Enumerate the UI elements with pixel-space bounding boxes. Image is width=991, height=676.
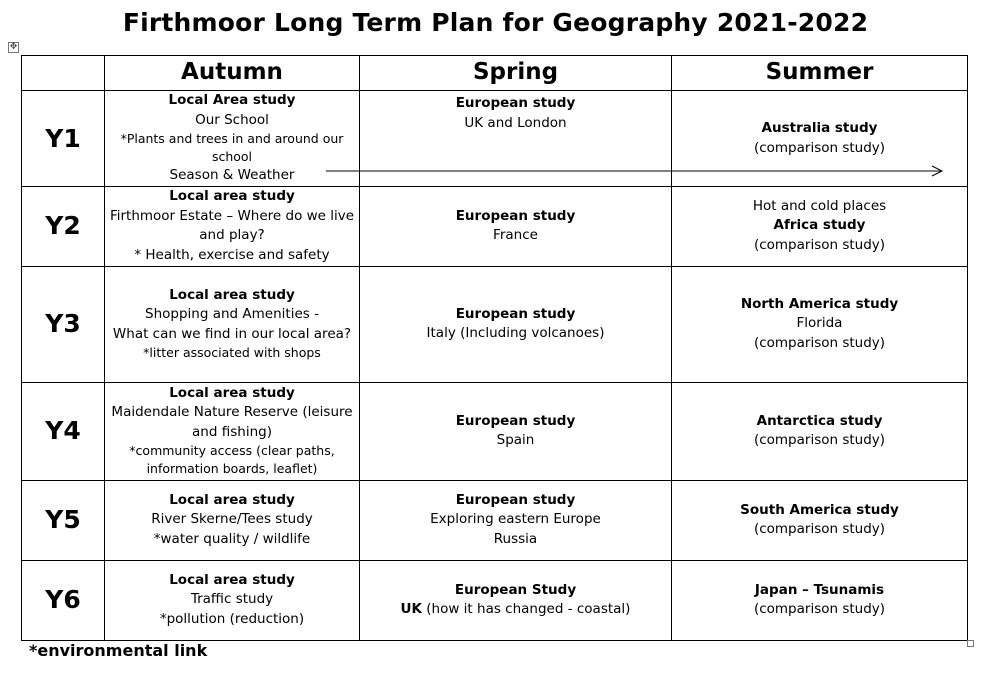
table-move-handle-icon[interactable]: ✥ (9, 42, 18, 52)
cell-heading: European study (455, 305, 576, 322)
cell-heading: Local area study (169, 491, 295, 508)
cell-line: Florida (796, 315, 843, 332)
cell-line: France (493, 227, 538, 243)
header-summer: Summer (672, 56, 968, 91)
spring-cell (360, 266, 672, 382)
cell-heading: Antarctica study (756, 412, 883, 429)
cell-line: Russia (493, 530, 538, 547)
cell-heading: Africa study (773, 217, 866, 234)
header-spring: Spring (360, 56, 672, 91)
cell-line: (comparison study) (753, 139, 886, 156)
cell-line: *pollution (reduction) (159, 610, 305, 627)
cell-line: (comparison study) (753, 432, 886, 448)
cell-heading: European Study (454, 581, 577, 598)
year-cell: Y1 (22, 91, 105, 187)
spring-cell (360, 480, 672, 560)
cell-line: *community access (clear paths, information boards, leaflet) (129, 443, 335, 477)
cell-line: (comparison study) (753, 236, 886, 253)
cell-line: (comparison study) (753, 334, 886, 351)
table-row (22, 560, 968, 640)
cell-heading: European study (455, 207, 576, 224)
cell-heading: North America study (740, 295, 899, 312)
cell-line: Spain (496, 432, 535, 448)
arrow-right-icon (326, 164, 946, 178)
year-cell: Y3 (22, 266, 105, 382)
cell-heading: Local area study (169, 384, 295, 401)
header-row (22, 56, 968, 91)
cell-line: *Plants and trees in and around our school (120, 131, 344, 164)
cell-heading: European study (455, 491, 576, 508)
summer-cell (672, 266, 968, 382)
uk-bold-label: UK (400, 601, 422, 617)
cell-heading: Local Area study (168, 92, 296, 108)
cell-heading: Australia study (761, 120, 878, 136)
autumn-cell (105, 91, 360, 187)
cell-heading: Local area study (169, 188, 295, 204)
table-resize-handle-icon[interactable] (967, 640, 974, 647)
summer-cell (672, 186, 968, 266)
spring-cell (360, 186, 672, 266)
cell-line: Season & Weather (169, 167, 295, 183)
cell-heading: Local area study (169, 571, 295, 588)
table-row (22, 480, 968, 560)
cell-heading: Local area study (169, 286, 295, 303)
summer-cell (672, 560, 968, 640)
year-cell: Y5 (22, 480, 105, 560)
cell-line: Traffic study (190, 591, 274, 608)
cell-line (364, 600, 667, 620)
uk-description: (how it has changed - coastal) (421, 601, 631, 617)
autumn-cell (105, 382, 360, 480)
cell-heading: European study (455, 412, 576, 429)
summer-cell (672, 480, 968, 560)
cell-line: * Health, exercise and safety (134, 246, 330, 263)
cell-heading: South America study (740, 501, 899, 518)
cell-line: What can we find in our local area? (112, 325, 352, 342)
cell-line: Italy (Including volcanoes) (426, 325, 605, 341)
cell-line: (comparison study) (753, 601, 886, 617)
cell-heading: European study (455, 95, 576, 111)
cell-line: River Skerne/Tees study (151, 511, 313, 528)
table-row (22, 186, 968, 266)
year-cell: Y4 (22, 382, 105, 480)
autumn-cell (105, 560, 360, 640)
header-autumn: Autumn (105, 56, 360, 91)
cell-line: Shopping and Amenities - (145, 306, 319, 323)
autumn-cell (105, 186, 360, 266)
cell-line: Maidendale Nature Reserve (leisure and fishing) (111, 404, 353, 440)
year-cell: Y2 (22, 186, 105, 266)
autumn-cell (105, 480, 360, 560)
autumn-cell (105, 266, 360, 382)
cell-line: *litter associated with shops (143, 345, 321, 361)
cell-heading: Japan – Tsunamis (754, 581, 885, 598)
cell-line: (comparison study) (753, 521, 886, 537)
footnote: *environmental link (29, 641, 208, 660)
cell-line: Our School (195, 111, 269, 128)
cell-line: Hot and cold places (752, 197, 887, 214)
page-title: Firthmoor Long Term Plan for Geography 2021-2022 (122, 8, 869, 37)
cell-line: Firthmoor Estate – Where do we live and play? (109, 207, 355, 243)
header-corner (22, 56, 105, 91)
cell-line: *water quality / wildlife (153, 530, 311, 547)
summer-cell (672, 382, 968, 480)
plan-table (21, 55, 968, 641)
table-row (22, 266, 968, 382)
cell-line: Exploring eastern Europe (430, 511, 601, 528)
table-row (22, 382, 968, 480)
year-cell: Y6 (22, 560, 105, 640)
spring-cell (360, 560, 672, 640)
cell-line: UK and London (464, 114, 567, 131)
spring-cell (360, 382, 672, 480)
